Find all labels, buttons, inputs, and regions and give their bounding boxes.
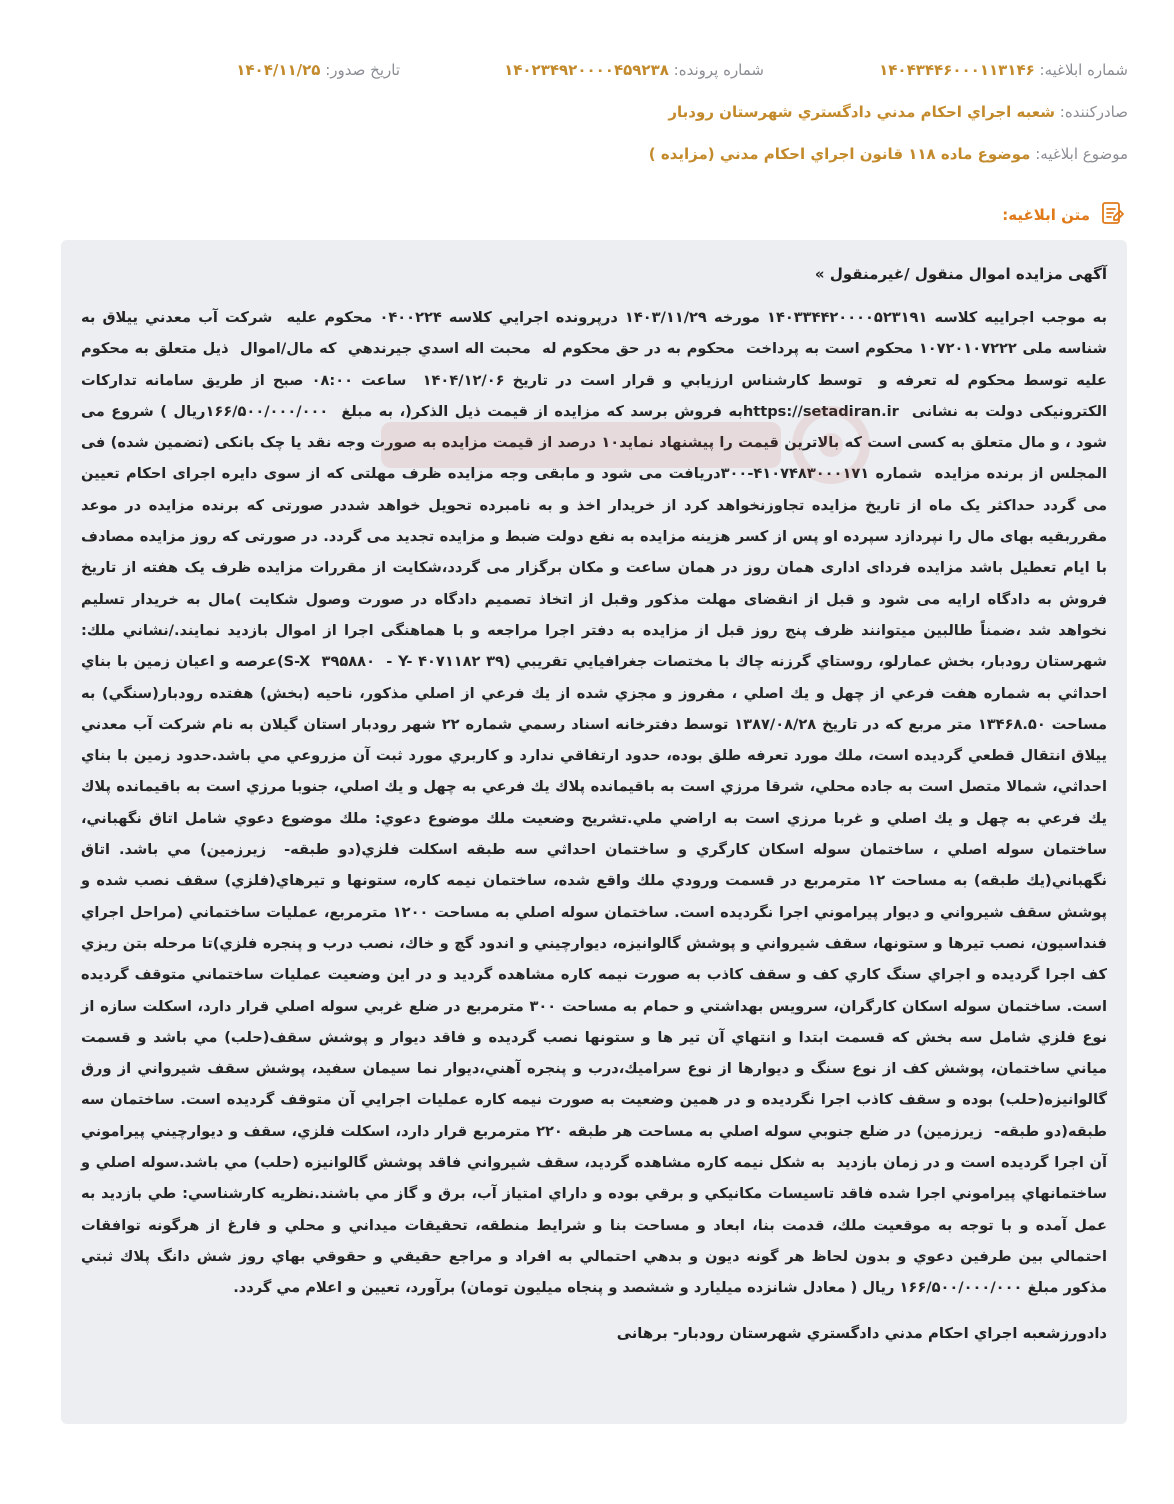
- issue-date-value: ۱۴۰۴/۱۱/۲۵: [236, 61, 321, 79]
- notice-content-box: [61, 240, 1127, 1424]
- document-edit-icon: [1100, 200, 1126, 230]
- notice-text-heading: [1002, 200, 1126, 230]
- case-number-label: شماره پرونده:: [673, 61, 764, 79]
- issuer-value: شعبه اجراي احکام مدني دادگستري شهرستان رودبار: [668, 103, 1055, 121]
- issuer-label: صادرکننده:: [1059, 103, 1128, 121]
- issue-date: [236, 58, 400, 82]
- notice-number-label: شماره ابلاغيه:: [1039, 61, 1128, 79]
- notice-body: به موجب اجراييه کلاسه ۱۴۰۳۳۴۴۲۰۰۰۰۵۲۳۱۹۱ مورخه ۱۴۰۳/۱۱/۲۹ درپرونده اجرايي کلاسه ۰۴۰۰۲۲۴ محکوم عليه شرکت آب معدني ييلاق به شناسه ملی ۱۰۷۲۰۱۰۷۲۲۲ محکوم است به پرداخت محکوم به در حق محکوم له محبت اله اسدي جيرندهي که مال/اموال ذيل متعلق به محکوم عليه توسط محکوم له تعرفه و توسط کارشناس ارزيابي و قرار است در تاريخ ۱۴۰۴/۱۲/۰۶ ساعت ۰۸:۰۰ صبح از طريق سامانه تدارکات الکترونيکی دولت به نشانی https://setadiran.irبه فروش برسد که مزايده از قيمت ذيل الذکر(، به مبلغ ۱۶۶/۵۰۰/۰۰۰/۰۰۰ريال ) شروع می شود ، و مال متعلق به کسی است که بالاترين قيمت را پيشنهاد نمايد۱۰ درصد از قيمت مزايده به صورت وجه نقد يا چک بانکی (تضمين شده) فی المجلس از برنده مزايده شماره ۴۱۰۷۴۸۳۰۰۰۱۷۱-۳۰۰دريافت می شود و مابقی وجه مزايده ظرف مهلتی که از سوی دايره اجرای احکام تعيين می گردد حداکثر يک ماه از تاريخ مزايده تجاوزنخواهد کرد از خريدار اخذ و به نامبرده تحويل خواهد شددر صورتی که برنده مزايده در موعد مقرربقيه بهای مال را نپردازد سپرده او پس از کسر هزينه مزايده به نفع دولت ضبط و مزايده تجديد می گردد. در صورتی که روز مزايده مصادف با ايام تعطيل باشد مزايده فردای اداری همان روز در همان ساعت و مکان برگزار می گردد،شکايت از مقررات مزايده ظرف يک هفته از تاريخ فروش به دادگاه ارايه می شود و قبل از انقضای مهلت مذکور وقبل از اتخاذ تصميم دادگاه در صورت وصول شکايت )مال به خريدار تسليم نخواهد شد ،ضمناً طالبين ميتوانند ظرف پنج روز قبل از مزايده به دفتر اجرا مراجعه و با هماهنگی اجرا از اموال بازديد نمايند./نشاني ملك: شهرستان رودبار، بخش عمارلو، روستاي گرزنه چاك با مختصات جغرافيايي تقريبي (۳۹ S-X ۳۹۵۸۸۰ - Y- ۴۰۷۱۱۸۲)عرصه و اعيان زمين با بناي احداثي به شماره هفت فرعي از چهل و يك اصلي ، مفروز و مجزي شده از يك فرعي از اصلي مذكور، ناحيه (بخش) هفتده رودبار(سنگي) به مساحت ۱۳۴۶۸.۵۰ متر مربع كه در تاريخ ۱۳۸۷/۰۸/۲۸ توسط دفترخانه اسناد رسمي شماره ۲۲ شهر رودبار استان گيلان به نام شركت آب معدني ييلاق انتقال قطعي گرديده است، ملك مورد تعرفه طلق بوده، حدود ارتفاقي ندارد و كاربري مورد ثبت آن مزروعي مي باشد.حدود زمين با بناي احداثي، شمالا متصل است به جاده محلي، شرقا مرزي است به باقيمانده پلاك يك فرعي به چهل و يك اصلي، جنوبا مرزي است به باقيمانده پلاك يك فرعي به چهل و يك اصلي و غربا مرزي است به اراضي ملي.تشريح وضعيت ملك موضوع دعوي: ملك موضوع دعوي شامل اتاق نگهباني، ساختمان سوله اصلي ، ساختمان سوله اسكان كارگري و ساختمان احداثي سه طبقه اسكلت فلزي(دو طبقه- زيرزمين) مي باشد. اتاق نگهباني(يك طبقه) به مساحت ۱۲ مترمربع در قسمت ورودي ملك واقع شده، ساختمان نيمه كاره، ستونها و تيرهاي(فلزي) سقف نصب شده و پوشش سقف شيرواني و ديوار پيراموني اجرا نگرديده است. ساختمان سوله اصلي به مساحت ۱۲۰۰ مترمربع، عمليات ساختماني (مراحل اجراي فنداسيون، نصب تيرها و ستونها، سقف شيرواني و پوشش گالوانيزه، ديوارچيني و اندود گچ و خاك، نصب درب و پنجره فلزي)تا مرحله بتن ريزي كف اجرا گرديده و اجراي سنگ كاري كف و سقف كاذب به صورت نيمه كاره مشاهده گرديد و در اين وضعيت عمليات ساختماني متوقف گرديده است. ساختمان سوله اسكان كارگران، سرويس بهداشتي و حمام به مساحت ۳۰۰ مترمربع در ضلع غربي سوله اصلي قرار دارد، اسكلت سازه از نوع فلزي شامل سه بخش كه قسمت ابتدا و انتهاي آن تير ها و ستونها نصب گرديده و فاقد ديوار و پوشش سقف(حلب) مي باشد و قسمت مياني ساختمان، پوشش كف از نوع سنگ و ديوارها از نوع سراميك،درب و پنجره آهني،ديوار نما سيمان سفيد، پوشش سقف شيرواني از ورق گالوانيزه(حلب) بوده و سقف كاذب اجرا نگرديده و در همين وضعيت به صورت نيمه كاره عمليات اجرايي آن متوقف گرديده است. ساختمان سه طبقه(دو طبقه- زيرزمين) در ضلع جنوبي سوله اصلي به مساحت هر طبقه ۲۲۰ مترمربع قرار دارد، اسكلت فلزي، سقف و ديوارچيني پيراموني آن اجرا گرديده است و در زمان بازديد به شكل نيمه كاره مشاهده گرديد، سقف شيرواني فاقد پوشش گالوانيزه (حلب) مي باشد.سوله اصلي و ساختمانهاي پيراموني اجرا شده فاقد تاسيسات مكانيكي و برقي بوده و داراي امتياز آب، برق و گاز مي باشند.نظريه كارشناسي: طي بازديد به عمل آمده و با توجه به موقعيت ملك، قدمت بنا، ابعاد و مساحت بنا و شرايط منطقه، تحقيقات ميداني و محلي و فارغ از هرگونه توافقات احتمالي بين طرفين دعوي و بدون لحاظ هر گونه ديون و بدهي احتمالي به افراد و مراجع حقيقي و حقوقي بهاي روز شش دانگ پلاك ثبتي مذكور مبلغ ۱۶۶/۵۰۰/۰۰۰/۰۰۰ ريال ( معادل شانزده ميليارد و ششصد و پنجاه ميليون تومان) برآورد، تعيين و اعلام مي گردد.: [75, 309, 1108, 1297]
- subject: [46, 142, 1128, 166]
- case-number-value: ۱۴۰۲۳۴۹۲۰۰۰۰۴۵۹۲۳۸: [504, 61, 669, 79]
- notice-number: [879, 58, 1128, 82]
- issuer: [46, 100, 1128, 124]
- notice-signature: دادورزشعبه اجراي احکام مدني دادگستري شهرستان رودبار- برهانی: [616, 1324, 1107, 1342]
- subject-label: موضوع ابلاغيه:: [1035, 145, 1128, 163]
- notice-number-value: ۱۴۰۴۳۴۴۶۰۰۰۱۱۳۱۴۶: [879, 61, 1035, 79]
- subject-value: موضوع ماده ۱۱۸ قانون اجراي احکام مدني (مزايده ): [648, 145, 1031, 163]
- notice-title: آگهی مزايده اموال منقول /غيرمنقول »: [814, 265, 1107, 283]
- case-number: [504, 58, 764, 82]
- issue-date-label: تاريخ صدور:: [325, 61, 400, 79]
- notice-text-heading-label: متن ابلاغيه:: [1002, 206, 1090, 224]
